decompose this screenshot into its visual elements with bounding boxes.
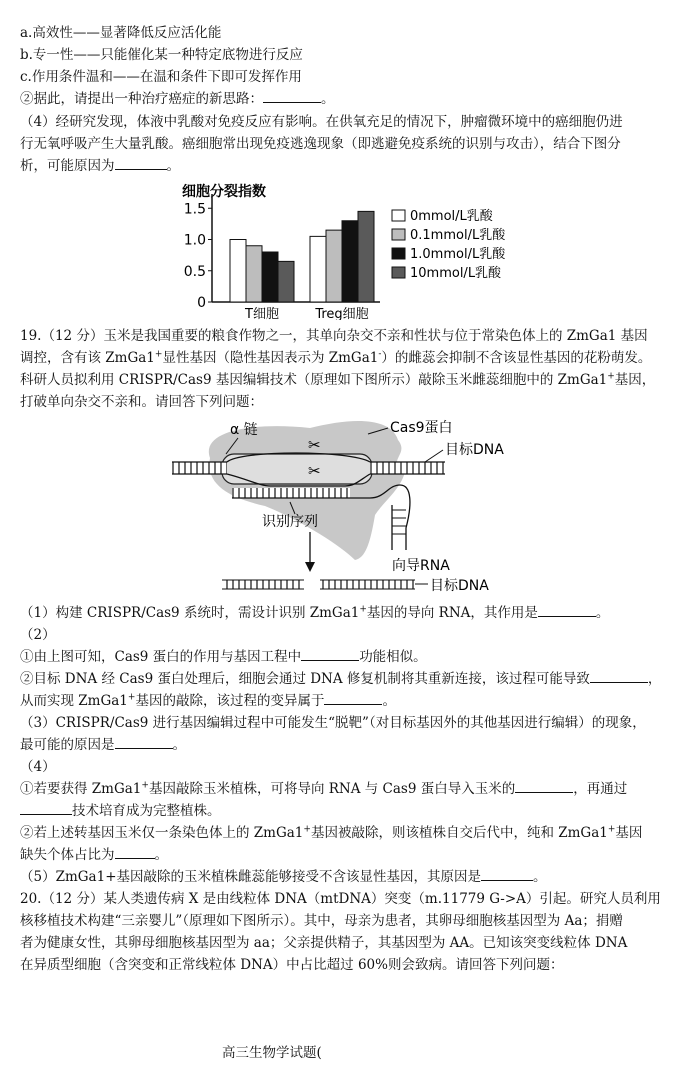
- scissors-icon: ✂: [308, 436, 321, 454]
- text: 基因敲除玉米植株，可将导向 RNA 与 Cas9 蛋白导入玉米的: [148, 781, 516, 797]
- lactate-bar-chart: [170, 180, 530, 320]
- question-line: [20, 90, 686, 109]
- q20-line: 核移植技术构建“三亲婴儿”（原理如下图所示）。其中，母亲为患者，其卵母细胞核基因型为 Aa；捐赠: [20, 913, 623, 929]
- answer-blank[interactable]: [301, 648, 359, 661]
- text: 技术培育成为完整植株。: [72, 803, 221, 819]
- x-labels: [244, 307, 369, 320]
- answer-blank[interactable]: [515, 780, 573, 793]
- q19-sub3: （3）CRISPR/Cas9 进行基因编辑过程中可能发生“脱靶”（对目标基因外的其他基因进行编辑）的现象，: [20, 715, 646, 731]
- text: 科研人员拟利用 CRISPR/Cas9 基因编辑技术（原理如下图所示）敲除玉米雌蕊细胞中的 ZmGa1: [20, 372, 608, 388]
- q19-line: 打破单向杂交不亲和。请回答下列问题：: [20, 394, 263, 410]
- text: 基因的导向 RNA，其作用是: [366, 605, 538, 621]
- arrow-down-icon: [305, 562, 315, 572]
- legend-label: 0.1mmol/L乳酸: [410, 228, 506, 243]
- legend: [392, 209, 506, 281]
- q20-line: 20.（12 分）某人类遗传病 X 是由线粒体 DNA（mtDNA）突变（m.11779 G->A）引起。研究人员利用: [20, 891, 661, 907]
- period: 。: [321, 91, 335, 107]
- text: 显性基因（隐性基因表示为 ZmGa1: [162, 350, 379, 366]
- q-text: 析，可能原因为: [20, 158, 115, 174]
- sup: +: [141, 780, 149, 791]
- q19-line: [20, 349, 686, 368]
- target-dna-cut-label: 目标DNA: [430, 578, 489, 594]
- legend-swatch: [392, 210, 405, 221]
- text: 基因被敲除，则该植株自交后代中，纯和 ZmGa1: [310, 825, 608, 841]
- q19-sub4-2: [20, 802, 686, 821]
- text: ①由上图可知，Cas9 蛋白的作用与基因工程中: [20, 649, 302, 665]
- page-footer: 高三生物学试题(: [222, 1045, 322, 1061]
- q19-sub4-4: [20, 846, 686, 865]
- answer-blank[interactable]: [115, 157, 167, 170]
- answer-blank[interactable]: [115, 846, 155, 859]
- q19-sub1: [20, 604, 686, 623]
- sup: -: [378, 349, 382, 360]
- q-text: ②据此，请提出一种治疗癌症的新思路：: [20, 91, 263, 107]
- answer-blank[interactable]: [263, 90, 321, 103]
- text: ②若上述转基因玉米仅一条染色体上的 ZmGa1: [20, 825, 304, 841]
- sup: +: [127, 692, 136, 703]
- q19-sub2-1: [20, 648, 686, 667]
- q19-sub4: （4）: [20, 759, 56, 775]
- q19-line: [20, 371, 686, 390]
- q20-line: 在异质型细胞（含突变和正常线粒体 DNA）中占比超过 60%则会致病。请回答下列问题：: [20, 957, 564, 973]
- text: ①若要获得 ZmGa1: [20, 781, 142, 797]
- answer-blank[interactable]: [481, 868, 533, 881]
- y-tick-label: 0.5: [183, 263, 206, 280]
- period: 。: [595, 605, 610, 621]
- q19-sub2-2: [20, 670, 686, 689]
- target-dna-label: 目标DNA: [445, 442, 504, 458]
- legend-swatch: [392, 248, 405, 259]
- y-tick-label: 1.5: [183, 201, 206, 218]
- text: ）的雌蕊会抑制不含该显性基因的花粉萌发。: [381, 350, 652, 366]
- q19-line: 19.（12 分）玉米是我国重要的粮食作物之一，其单向杂交不亲和性状与位于常染色体上的 ZmGa1 基因: [20, 328, 648, 344]
- sup: +: [607, 824, 616, 835]
- q19-sub2: （2）: [20, 627, 56, 643]
- sup: +: [303, 824, 311, 835]
- text: ②目标 DNA 经 Cas9 蛋白处理后，细胞会通过 DNA 修复机制将其重新连接，该过程可能导致: [20, 671, 590, 687]
- x-tick-label: T细胞: [245, 307, 279, 320]
- period: 。: [533, 869, 547, 885]
- answer-blank[interactable]: [20, 802, 72, 815]
- q19-sub2-3: [20, 692, 686, 711]
- crispr-diagram: [160, 410, 540, 595]
- answer-blank[interactable]: [538, 604, 596, 617]
- answer-blank[interactable]: [115, 736, 173, 749]
- bar-0-0: [230, 240, 246, 303]
- legend-swatch: [392, 267, 405, 278]
- cas9-label: Cas9蛋白: [390, 420, 453, 436]
- option-c: c.作用条件温和——在温和条件下即可发挥作用: [20, 69, 302, 85]
- legend-label: 0mmol/L乳酸: [410, 209, 493, 224]
- text: 基因: [615, 825, 643, 841]
- recognition-seq-label: 识别序列: [262, 514, 318, 530]
- legend-swatch: [392, 229, 405, 240]
- bars: [230, 211, 374, 302]
- option-b: b.专一性——只能催化某一种特定底物进行反应: [20, 47, 303, 63]
- q19-sub4-3: [20, 824, 686, 843]
- question-line: [20, 157, 686, 176]
- q19-sub4-1: [20, 780, 686, 799]
- text: 从而实现 ZmGa1: [20, 693, 128, 709]
- bar-1-3: [358, 211, 374, 302]
- sup: +: [607, 371, 615, 382]
- text: （1）构建 CRISPR/Cas9 系统时，需设计识别 ZmGa1: [20, 605, 360, 621]
- comma: ，: [647, 671, 662, 687]
- sup: +: [154, 349, 163, 360]
- bar-1-1: [326, 230, 342, 302]
- option-a: a.高效性——显著降低反应活化能: [20, 25, 222, 41]
- text: 调控，含有该 ZmGa1: [20, 350, 155, 366]
- q19-sub5: [20, 868, 686, 887]
- text: 功能相似。: [359, 649, 427, 665]
- scissors-icon: ✂: [308, 462, 321, 480]
- y-tick-label: 1.0: [183, 232, 206, 249]
- period: 。: [166, 158, 180, 174]
- text: 最可能的原因是: [20, 737, 115, 753]
- alpha-chain-label: α 链: [230, 422, 258, 438]
- question-line: （4）经研究发现，体液中乳酸对免疫反应有影响。在供氧充足的情况下，肿瘤微环境中的癌细胞仍进: [20, 114, 623, 130]
- text: 缺失个体占比为: [20, 847, 115, 863]
- q20-line: 者为健康女性，其卵母细胞核基因型为 aa；父亲提供精子，其基因型为 AA。已知该突变线粒体 DNA: [20, 935, 628, 951]
- text: ，再通过: [573, 781, 628, 797]
- period: 。: [154, 847, 168, 863]
- legend-label: 10mmol/L乳酸: [410, 266, 502, 281]
- x-tick-label: Treg细胞: [315, 307, 369, 320]
- text: 基因的敲除，该过程的变异属于: [135, 693, 325, 709]
- text: （5）ZmGa1+基因敲除的玉米植株雌蕊能够接受不含该显性基因，其原因是: [20, 869, 482, 885]
- sup: +: [359, 604, 367, 615]
- question-line: 行无氧呼吸产生大量乳酸。癌细胞常出现免疫逃逸现象（即逃避免疫系统的识别与攻击），结合下图分: [20, 136, 621, 152]
- y-tick-label: 0: [197, 295, 206, 311]
- legend-label: 1.0mmol/L乳酸: [410, 247, 506, 262]
- guide-rna-label: 向导RNA: [392, 558, 450, 574]
- bar-1-2: [342, 221, 358, 302]
- q19-sub3: [20, 736, 686, 755]
- answer-blank[interactable]: [324, 692, 382, 705]
- bar-1-0: [310, 236, 326, 302]
- period: 。: [172, 737, 186, 753]
- bar-0-3: [278, 261, 294, 302]
- period: 。: [382, 693, 396, 709]
- bar-0-1: [246, 246, 262, 302]
- bar-0-2: [262, 252, 278, 302]
- chart-title: 细胞分裂指数: [182, 184, 266, 200]
- answer-blank[interactable]: [590, 670, 648, 683]
- text: 基因，: [614, 372, 656, 388]
